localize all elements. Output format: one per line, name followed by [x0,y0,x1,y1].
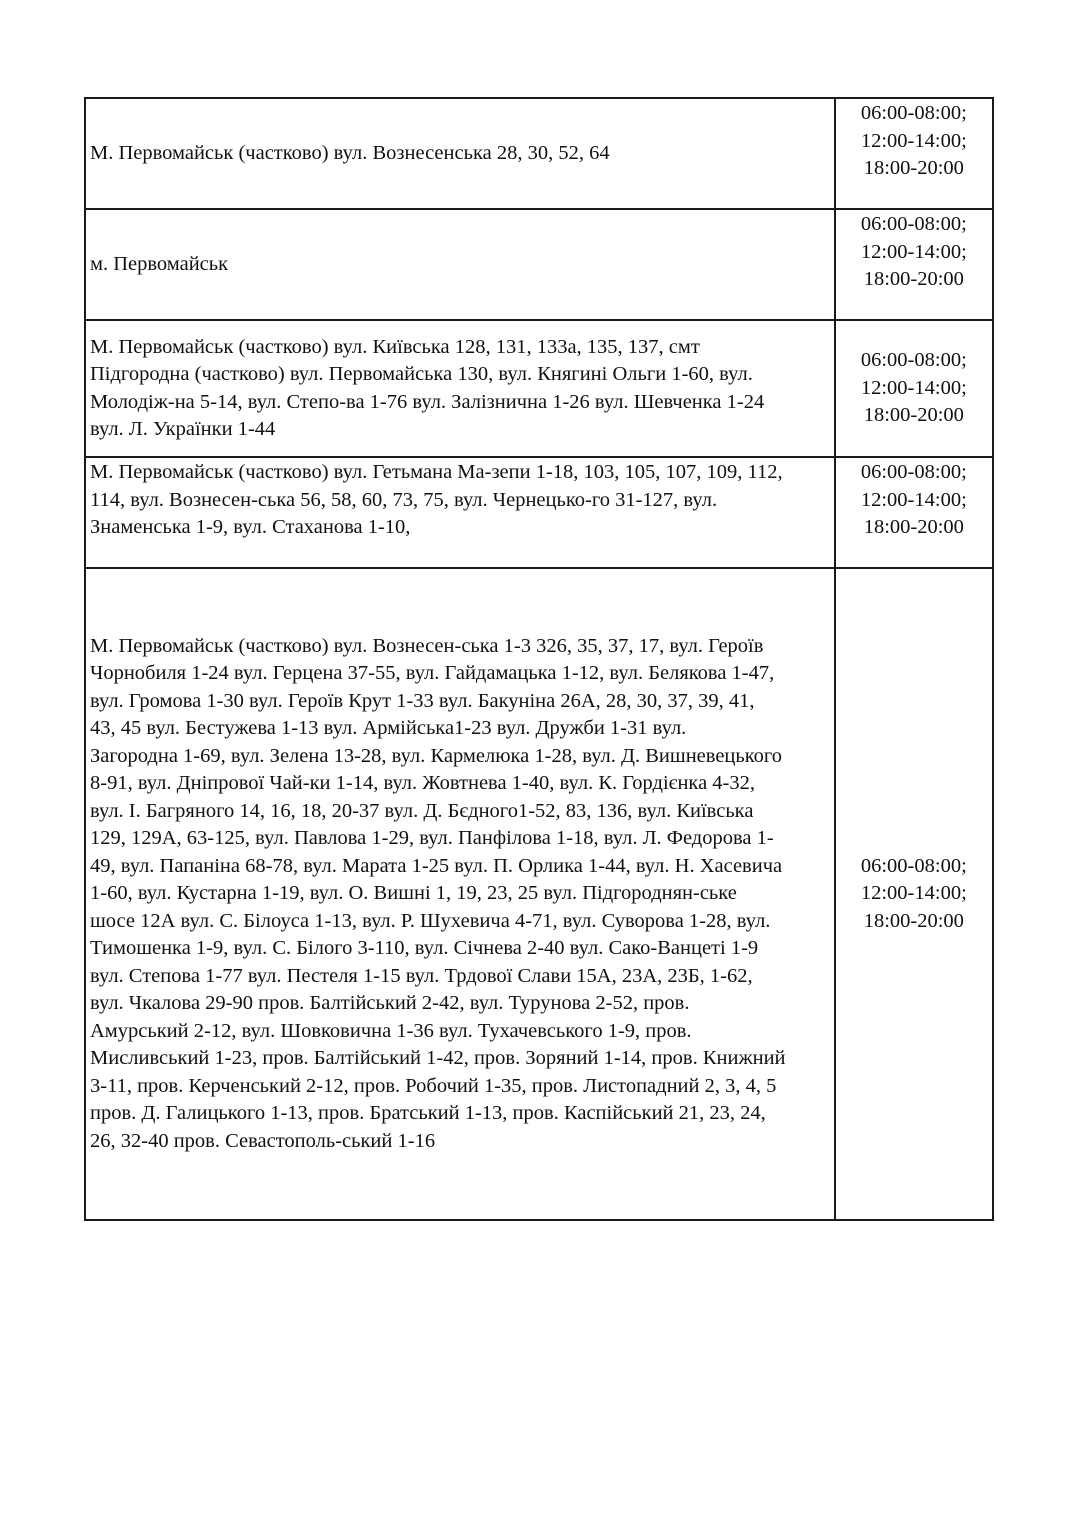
time-cell [835,568,993,1220]
time-slot: 12:00-14:00; [860,129,967,152]
time-slot: 18:00-20:00 [863,268,964,290]
address-text: М. Первомайськ (частково) вул. Київська 128, 131, 133а, 135, 137, смт Підгородна (частково) вул. Первомайська 130, вул. Княгині Ольги 1-60, вул. Молодіж-на 5-14, вул. Степо-ва 1-76 вул. Залізнична 1-26 вул. Шевченка 1-24 вул. Л. Українки 1-44 [90,335,765,440]
time-slot: 12:00-14:00; [860,488,967,511]
time-slot: 12:00-14:00; [860,240,967,263]
address-cell [85,568,835,1220]
time-slot: 06:00-08:00; [860,213,967,235]
table-row [85,457,993,568]
outage-schedule-table [84,97,994,1221]
table-row [85,98,993,209]
time-cell [835,457,993,568]
time-slot: 06:00-08:00; [860,461,967,483]
address-cell [85,457,835,568]
address-text: М. Первомайськ (частково) вул. Вознесен-ська 1-3 326, 35, 37, 17, вул. Героїв Чорнобиля 1-24 вул. Герцена 37-55, вул. Гайдамацька 1-12, вул. Белякова 1-47, вул. Громова 1-30 вул. Героїв Крут 1-33 вул. Бакуніна 26А, 28, 30, 37, 39, 41, 43, 45 вул. Бестужева 1-13 вул. Армійська1-23 вул. Дружби 1-31 вул. Загородна 1-69, вул. Зелена 13-28, вул. Кармелюка 1-28, вул. Д. Вишневецького 8-91, вул. Дніпрової Чай-ки 1-14, вул. Жовтнева 1-40, вул. К. Гордієнка 4-32, вул. І. Багряного 14, 16, 18, 20-37 вул. Д. Бєдного1-52, 83, 136, вул. Київська 129, 129А, 63-125, вул. Павлова 1-29, вул. Панфілова 1-18, вул. Л. Федорова 1- 49, вул. Папаніна 68-78, вул. Марата 1-25 вул. П. Орлика 1-44, вул. Н. Хасевича 1-60, вул. Кустарна 1-19, вул. О. Вишні 1, 19, 23, 25 вул. Підгороднян-ське шосе 12А вул. С. Білоуса 1-13, вул. Р. Шухевича 4-71, вул. Суворова 1-28, вул. Тимошенка 1-9, вул. С. Білого 3-110, вул. Січнева 2-40 вул. Сако-Ванцеті 1-9 вул. Степова 1-77 вул. Пестеля 1-15 вул. Трдової Слави 15А, 23А, 23Б, 1-62, вул. Чкалова 29-90 пров. Балтійський 2-42, вул. Турунова 2-52, пров. Амурський 2-12, вул. Шовковична 1-36 вул. Тухачевського 1-9, пров. Мисливський 1-23, пров. Балтійський 1-42, пров. Зоряний 1-14, пров. Книжний 3-11, пров. Керченський 2-12, пров. Робочий 1-35, пров. Листопадний 2, 3, 4, 5 пров. Д. Галицького 1-13, пров. Братський 1-13, пров. Каспійський 21, 23, 24, 26, 32-40 пров. Севастополь-ський 1-16 [90,634,786,1152]
address-cell [85,98,835,209]
address-text: м. Первомайськ [90,252,229,275]
address-text: М. Первомайськ (частково) вул. Вознесенська 28, 30, 52, 64 [90,141,610,164]
table-row [85,320,993,457]
time-slot: 12:00-14:00; [860,882,967,905]
time-slot: 18:00-20:00 [863,909,964,932]
time-slot: 18:00-20:00 [863,516,964,538]
time-cell [835,320,993,457]
time-slot: 18:00-20:00 [863,404,964,427]
time-slot: 06:00-08:00; [860,102,967,124]
address-cell [85,209,835,320]
time-slot: 12:00-14:00; [860,376,967,399]
time-slot: 18:00-20:00 [863,157,964,179]
address-text: М. Первомайськ (частково) вул. Гетьмана Ма-зепи 1-18, 103, 105, 107, 109, 112, 114, вул. Вознесен-ська 56, 58, 60, 73, 75, вул. Чернецько-го 31-127, вул. Знаменська 1-9, вул. Стаханова 1-10, [90,461,783,538]
time-slot: 06:00-08:00; [860,854,967,877]
table-row [85,209,993,320]
time-cell [835,209,993,320]
table-row [85,568,993,1220]
time-cell [835,98,993,209]
address-cell [85,320,835,457]
time-slot: 06:00-08:00; [860,349,967,372]
